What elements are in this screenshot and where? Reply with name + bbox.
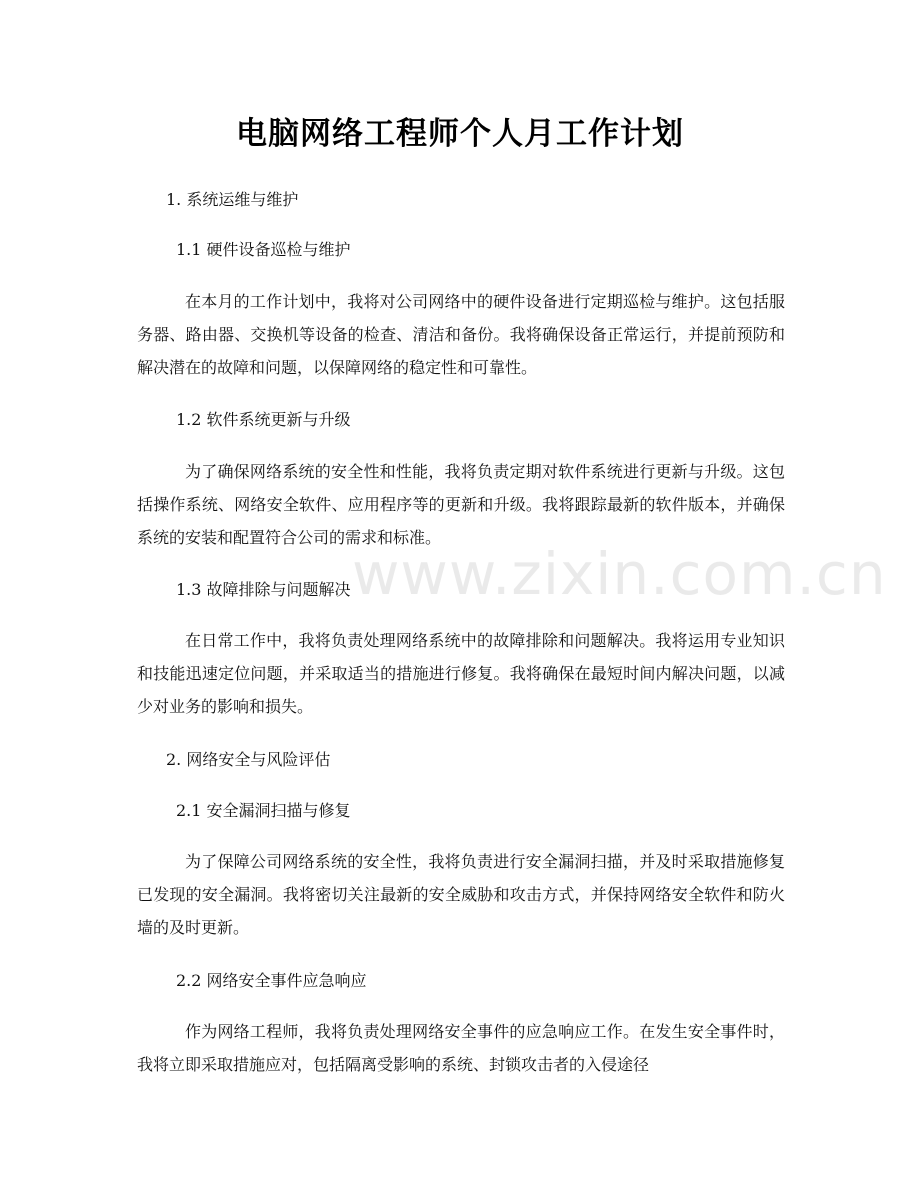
section-heading: 2. 网络安全与风险评估 [166, 750, 331, 769]
subsection-heading: 1.3 故障排除与问题解决 [176, 580, 351, 599]
paragraph: 在日常工作中，我将负责处理网络系统中的故障排除和问题解决。我将运用专业知识和技能迅速定位问题，并采取适当的措施进行修复。我将确保在最短时间内解决问题，以减少对业务的影响和损失。 [137, 631, 785, 716]
subsection-heading: 1.2 软件系统更新与升级 [176, 410, 351, 429]
subsection-heading: 2.2 网络安全事件应急响应 [176, 971, 367, 990]
subsection-heading: 1.1 硬件设备巡检与维护 [176, 240, 351, 259]
paragraph: 在本月的工作计划中，我将对公司网络中的硬件设备进行定期巡检与维护。这包括服务器、路由器、交换机等设备的检查、清洁和备份。我将确保设备正常运行，并提前预防和解决潜在的故障和问题，以保障网络的稳定性和可靠性。 [137, 292, 785, 377]
section-heading: 1. 系统运维与维护 [166, 190, 299, 209]
paragraph: 为了确保网络系统的安全性和性能，我将负责定期对软件系统进行更新与升级。这包括操作系统、网络安全软件、应用程序等的更新和升级。我将跟踪最新的软件版本，并确保系统的安装和配置符合公司的需求和标准。 [137, 462, 785, 547]
document-title: 电脑网络工程师个人月工作计划 [236, 116, 684, 152]
paragraph: 作为网络工程师，我将负责处理网络安全事件的应急响应工作。在发生安全事件时，我将立即采取措施应对，包括隔离受影响的系统、封锁攻击者的入侵途径 [137, 1022, 785, 1074]
watermark: www.zixin.com.cn [352, 540, 887, 608]
paragraph: 为了保障公司网络系统的安全性，我将负责进行安全漏洞扫描，并及时采取措施修复已发现的安全漏洞。我将密切关注最新的安全威胁和攻击方式，并保持网络安全软件和防火墙的及时更新。 [137, 852, 785, 937]
subsection-heading: 2.1 安全漏洞扫描与修复 [176, 801, 351, 820]
